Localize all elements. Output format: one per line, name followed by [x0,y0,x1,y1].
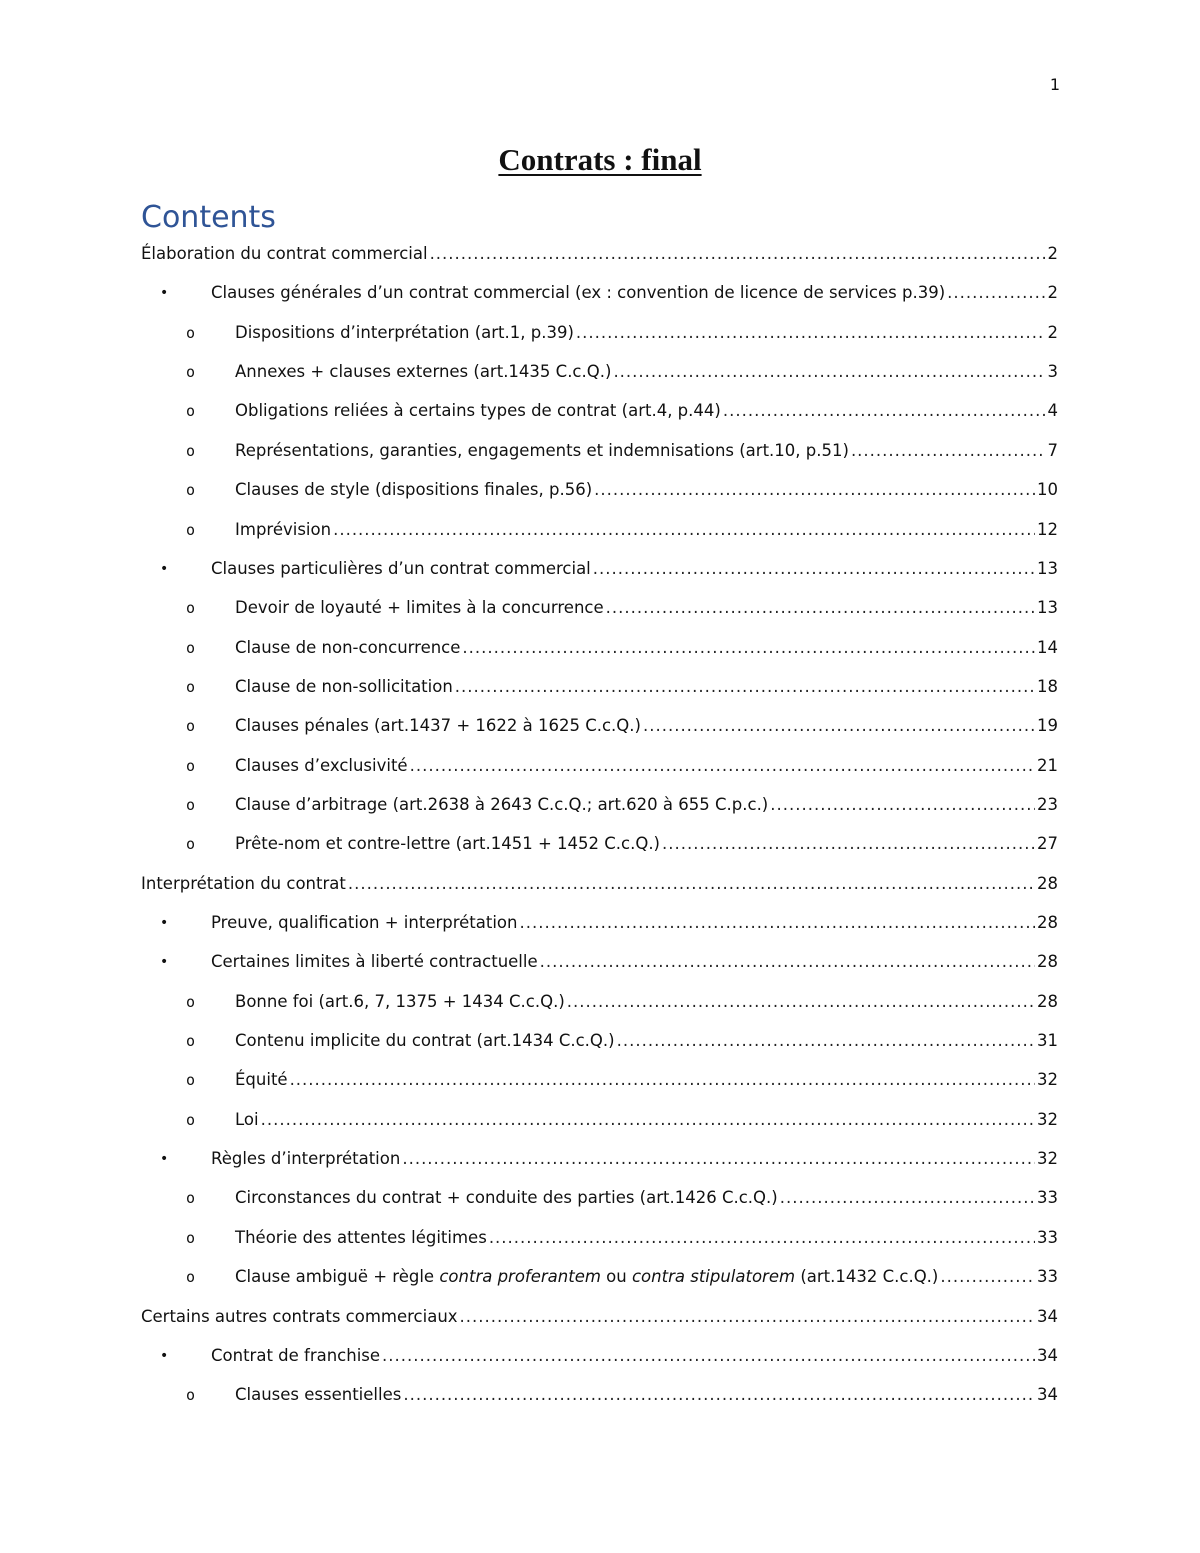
toc-entry-label: Dispositions d’interprétation (art.1, p.39) [235,322,574,342]
toc-dot-leader [382,1344,1035,1368]
toc-dot-leader [540,950,1035,974]
toc-dot-leader [594,478,1035,502]
toc-entry-label: Théorie des attentes légitimes [235,1227,487,1247]
toc-entry-label: Contrat de franchise [211,1345,381,1365]
toc-entry-label: Obligations reliées à certains types de contrat (art.4, p.44) [235,401,721,421]
toc-entry-label: Interprétation du contrat [141,873,346,893]
page-number: 1 [1049,75,1060,94]
toc-entry-page-number: 33 [1037,1227,1058,1247]
toc-dot-leader [410,754,1035,778]
toc-entry-page-number: 13 [1037,558,1058,578]
toc-entry-level-3[interactable] [186,399,1058,423]
toc-entry-label: Clause de non-sollicitation [235,676,453,696]
toc-entry-level-2[interactable] [160,281,1058,305]
toc-dot-leader [261,1108,1035,1132]
toc-entry-page-number: 13 [1037,598,1058,618]
circle-bullet-icon: o [186,1268,196,1287]
toc-entry-page-number: 2 [1047,322,1058,342]
toc-entry-page-number: 18 [1037,676,1058,696]
toc-dot-leader [770,793,1035,817]
toc-dot-leader [430,242,1046,266]
toc-entry-page-number: 3 [1047,362,1058,382]
toc-entry-label-part: ou [600,1267,632,1287]
toc-entry-level-3[interactable] [186,793,1058,817]
toc-entry-label: Clauses pénales (art.1437 + 1622 à 1625 C.c.Q.) [235,716,641,736]
toc-entry-level-2[interactable] [160,557,1058,581]
toc-entry-level-3[interactable] [186,754,1058,778]
toc-entry-level-3[interactable] [186,1265,1058,1289]
circle-bullet-icon: o [186,1189,196,1208]
toc-heading: Contents [141,200,276,235]
circle-bullet-icon: o [186,1110,196,1129]
circle-bullet-icon: o [186,992,196,1011]
toc-dot-leader [489,1226,1035,1250]
toc-entry-level-2[interactable] [160,1147,1058,1171]
toc-entry-label: Clauses particulières d’un contrat commercial [211,558,591,578]
circle-bullet-icon: o [186,1071,196,1090]
circle-bullet-icon: o [186,717,196,736]
bullet-icon: • [160,285,169,302]
toc-dot-leader [613,360,1045,384]
toc-dot-leader [606,596,1035,620]
toc-dot-leader [662,832,1035,856]
document-title-text: Contrats : final [498,142,702,177]
bullet-icon: • [160,1151,169,1168]
toc-entry-label: Prête-nom et contre-lettre (art.1451 + 1452 C.c.Q.) [235,834,660,854]
circle-bullet-icon: o [186,756,196,775]
toc-entry-label: Règles d’interprétation [211,1149,401,1169]
toc-dot-leader [455,675,1035,699]
toc-dot-leader [940,1265,1035,1289]
toc-entry-label: Clause d’arbitrage (art.2638 à 2643 C.c.Q.; art.620 à 655 C.p.c.) [235,794,769,814]
toc-dot-leader [333,518,1035,542]
toc-entry-level-3[interactable] [186,321,1058,345]
toc-entry-label: Preuve, qualification + interprétation [211,913,518,932]
toc-entry-level-3[interactable] [186,596,1058,620]
toc-entry-page-number: 21 [1037,755,1058,775]
toc-entry-level-3[interactable] [186,990,1058,1014]
circle-bullet-icon: o [186,1032,196,1050]
circle-bullet-icon: o [186,441,196,460]
toc-entry-level-3[interactable] [186,439,1058,463]
toc-entry-level-3[interactable] [186,675,1058,699]
toc-entry-label-italic: contra stipulatorem [631,1267,796,1287]
toc-dot-leader [851,439,1046,463]
circle-bullet-icon: o [186,835,196,854]
toc-entry-page-number: 7 [1047,440,1058,460]
toc-entry-page-number: 33 [1037,1188,1058,1208]
toc-entry-level-3[interactable] [186,1068,1058,1092]
toc-dot-leader [567,990,1035,1014]
toc-dot-leader [460,1305,1035,1329]
toc-entry-label: Loi [235,1109,259,1129]
toc-dot-leader [643,714,1035,738]
toc-entry-page-number: 28 [1037,913,1058,932]
circle-bullet-icon: o [186,363,196,382]
circle-bullet-icon: o [186,795,196,814]
circle-bullet-icon: o [186,677,196,696]
toc-entry-level-3[interactable] [186,1226,1058,1250]
circle-bullet-icon: o [186,638,196,657]
toc-entry-level-2[interactable] [160,950,1058,974]
toc-entry-label: Certaines limites à liberté contractuelle [211,952,538,972]
toc-dot-leader [617,1029,1035,1053]
toc-entry-page-number: 28 [1037,952,1058,972]
bullet-icon: • [160,954,169,971]
toc-entry-page-number: 10 [1037,480,1058,500]
toc-entry-level-3[interactable] [186,832,1058,856]
toc-entry-label [235,1265,938,1289]
toc-entry-label: Annexes + clauses externes (art.1435 C.c.Q.) [235,362,612,382]
toc-entry-label: Équité [235,1070,288,1090]
toc-entry-level-3[interactable] [186,518,1058,542]
circle-bullet-icon: o [186,481,196,500]
toc-entry-level-1[interactable] [141,1305,1058,1329]
bullet-icon: • [160,915,169,931]
toc-entry-label: Clauses de style (dispositions finales, p.56) [235,480,593,500]
toc-entry-label: Circonstances du contrat + conduite des parties (art.1426 C.c.Q.) [235,1188,778,1208]
toc-dot-leader [402,1147,1035,1171]
toc-dot-leader [723,399,1046,423]
toc-entry-label: Élaboration du contrat commercial [141,244,428,263]
toc-entry-label: Clauses générales d’un contrat commercial (ex : convention de licence de services p.39) [211,283,946,303]
toc-entry-page-number: 34 [1037,1345,1058,1365]
toc-entry-page-number: 12 [1037,519,1058,539]
toc-entry-page-number: 32 [1037,1109,1058,1129]
toc-entry-page-number: 34 [1037,1385,1058,1405]
toc-entry-level-3[interactable] [186,478,1058,502]
toc-entry-page-number: 34 [1037,1306,1058,1326]
toc-entry-page-number: 2 [1047,283,1058,303]
toc-entry-level-3[interactable] [186,714,1058,738]
toc-entry-level-3[interactable] [186,360,1058,384]
toc-entry-level-1[interactable] [141,872,1058,896]
toc-entry-level-1[interactable] [141,242,1058,266]
toc-entry-page-number: 33 [1037,1267,1058,1287]
toc-entry-level-3[interactable] [186,1383,1058,1407]
toc-entry-level-3[interactable] [186,1029,1058,1053]
toc-entry-page-number: 27 [1037,834,1058,854]
toc-entry-label: Bonne foi (art.6, 7, 1375 + 1434 C.c.Q.) [235,991,565,1011]
toc-entry-page-number: 19 [1037,716,1058,736]
bullet-icon: • [160,560,169,577]
toc-entry-page-number: 14 [1037,637,1058,657]
toc-entry-label: Devoir de loyauté + limites à la concurrence [235,598,604,618]
toc-entry-label-part: Clause ambiguë + règle [235,1267,440,1287]
toc-entry-level-3[interactable] [186,1186,1058,1210]
toc-entry-level-2[interactable] [160,1344,1058,1368]
toc-dot-leader [780,1186,1035,1210]
toc-entry-page-number: 23 [1037,794,1058,814]
toc-dot-leader [576,321,1046,345]
bullet-icon: • [160,1347,169,1364]
toc-dot-leader [403,1383,1035,1407]
toc-dot-leader [348,872,1035,896]
toc-entry-page-number: 28 [1037,873,1058,893]
toc-entry-label: Clauses essentielles [235,1385,402,1405]
circle-bullet-icon: o [186,402,196,421]
toc-entry-label: Imprévision [235,519,332,539]
toc-dot-leader [519,911,1035,935]
toc-entry-label-part: (art.1432 C.c.Q.) [795,1267,939,1287]
toc-entry-label: Clauses d’exclusivité [235,755,408,775]
toc-entry-label: Contenu implicite du contrat (art.1434 C.c.Q.) [235,1031,615,1050]
toc-entry-level-2[interactable] [160,911,1058,935]
circle-bullet-icon: o [186,599,196,618]
circle-bullet-icon: o [186,1228,196,1247]
toc-entry-page-number: 32 [1037,1149,1058,1169]
toc-dot-leader [462,636,1035,660]
toc-entry-page-number: 2 [1047,244,1058,263]
toc-entry-page-number: 28 [1037,991,1058,1011]
toc-dot-leader [947,281,1045,305]
document-title [0,140,1200,180]
toc-entry-page-number: 32 [1037,1070,1058,1090]
toc-entry-page-number: 31 [1037,1031,1058,1050]
toc-entry-level-3[interactable] [186,1108,1058,1132]
toc-entry-page-number: 4 [1047,401,1058,421]
circle-bullet-icon: o [186,1386,196,1405]
toc-entry-level-3[interactable] [186,636,1058,660]
toc-entry-label: Représentations, garanties, engagements et indemnisations (art.10, p.51) [235,440,849,460]
toc-entry-label: Certains autres contrats commerciaux [141,1306,458,1326]
toc-dot-leader [290,1068,1035,1092]
circle-bullet-icon: o [186,520,196,539]
circle-bullet-icon: o [186,323,196,342]
toc-dot-leader [593,557,1035,581]
toc-entry-label-italic: contra proferantem [439,1267,601,1287]
toc-entry-label: Clause de non-concurrence [235,637,461,657]
